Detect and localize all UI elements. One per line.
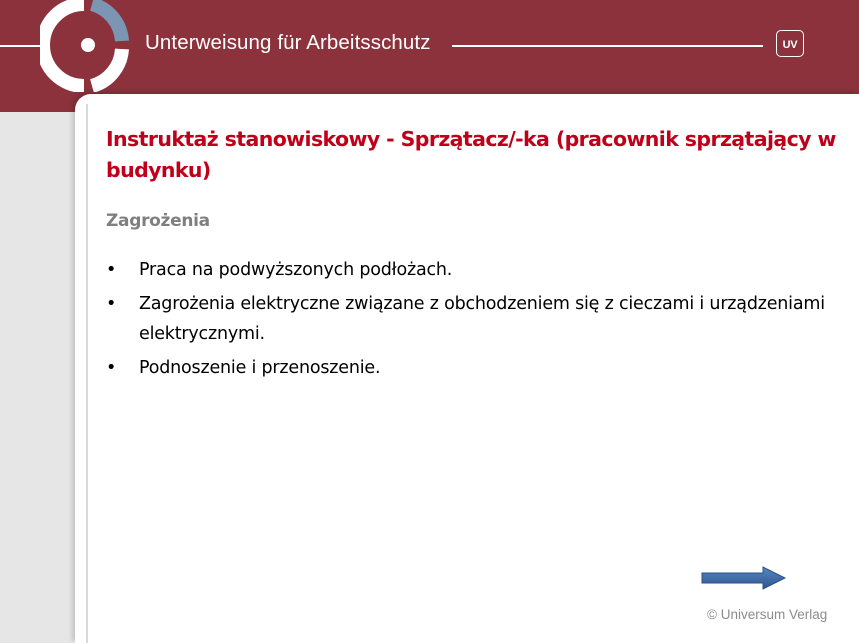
list-item — [106, 353, 826, 383]
list-item — [106, 255, 826, 285]
list-item — [106, 289, 826, 349]
header-rule — [452, 45, 763, 47]
bullet: • — [106, 294, 117, 314]
bullet: • — [106, 358, 117, 378]
list-item-text: Podnoszenie i przenoszenie. — [139, 358, 381, 378]
next-slide-arrow-icon[interactable] — [701, 565, 787, 591]
circle-target-logo-icon — [40, 0, 136, 92]
section-heading: Zagrożenia — [106, 211, 210, 231]
list-item-text: Zagrożenia elektryczne związane z obchodzeniem się z cieczami i urządzeniami elektrycznymi. — [139, 294, 825, 344]
header-title: Unterweisung für Arbeitsschutz — [145, 31, 431, 54]
hazard-list — [106, 255, 826, 387]
list-item-text: Praca na podwyższonych podłożach. — [139, 260, 453, 280]
panel-inner-edge — [86, 104, 88, 643]
bullet: • — [106, 260, 117, 280]
slide-title: Instruktaż stanowiskowy - Sprzątacz/-ka (pracownik sprzątający w budynku) — [106, 127, 836, 182]
uv-badge-logo: UV — [776, 30, 804, 57]
copyright-notice: © Universum Verlag — [707, 607, 828, 622]
